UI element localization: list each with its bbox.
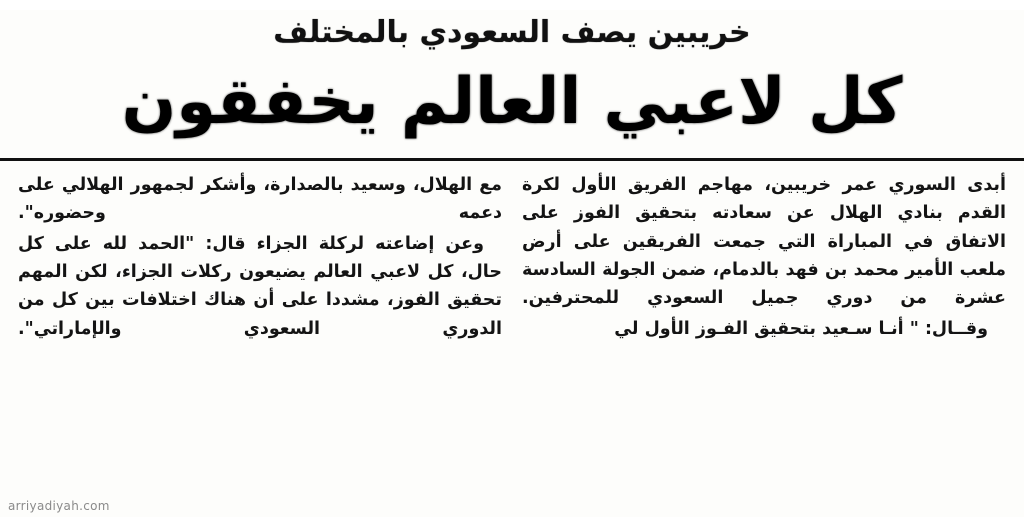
article-headline: كل لاعبي العالم يخفقون xyxy=(121,64,903,139)
paragraph: وعن إضاعته لركلة الجزاء قال: "الحمد لله على كل حال، كل لاعبي العالم يضيعون ركلات الجزاء، لكن المهم تحقيق الفوز، مشددا على أن هناك اختلافات بين كل من الدوري السعودي والإماراتي". xyxy=(18,233,502,339)
article-body xyxy=(0,161,1024,345)
column-left xyxy=(8,171,512,345)
column-right xyxy=(512,171,1016,345)
source-credit: arriyadiyah.com xyxy=(8,499,110,513)
article-kicker: خريبين يصف السعودي بالمختلف xyxy=(273,15,751,50)
paragraph: أبدى السوري عمر خريبين، مهاجم الفريق الأول لكرة القدم بنادي الهلال عن سعادته بتحقيق الفوز على الاتفاق في المباراة التي جمعت الفريقين على أرض ملعب الأمير محمد بن فهد بالدمام، ضمن الجولة السادسة عشرة من دوري جميل السعودي للمحترفين. xyxy=(522,175,1006,309)
newspaper-clipping xyxy=(0,10,1024,517)
paragraph: مع الهلال، وسعيد بالصدارة، وأشكر لجمهور الهلالي على دعمه وحضوره". xyxy=(18,175,502,224)
paragraph: وقــال: " أنـا سـعيد بتحقيق الفـوز الأول لي xyxy=(614,318,988,339)
